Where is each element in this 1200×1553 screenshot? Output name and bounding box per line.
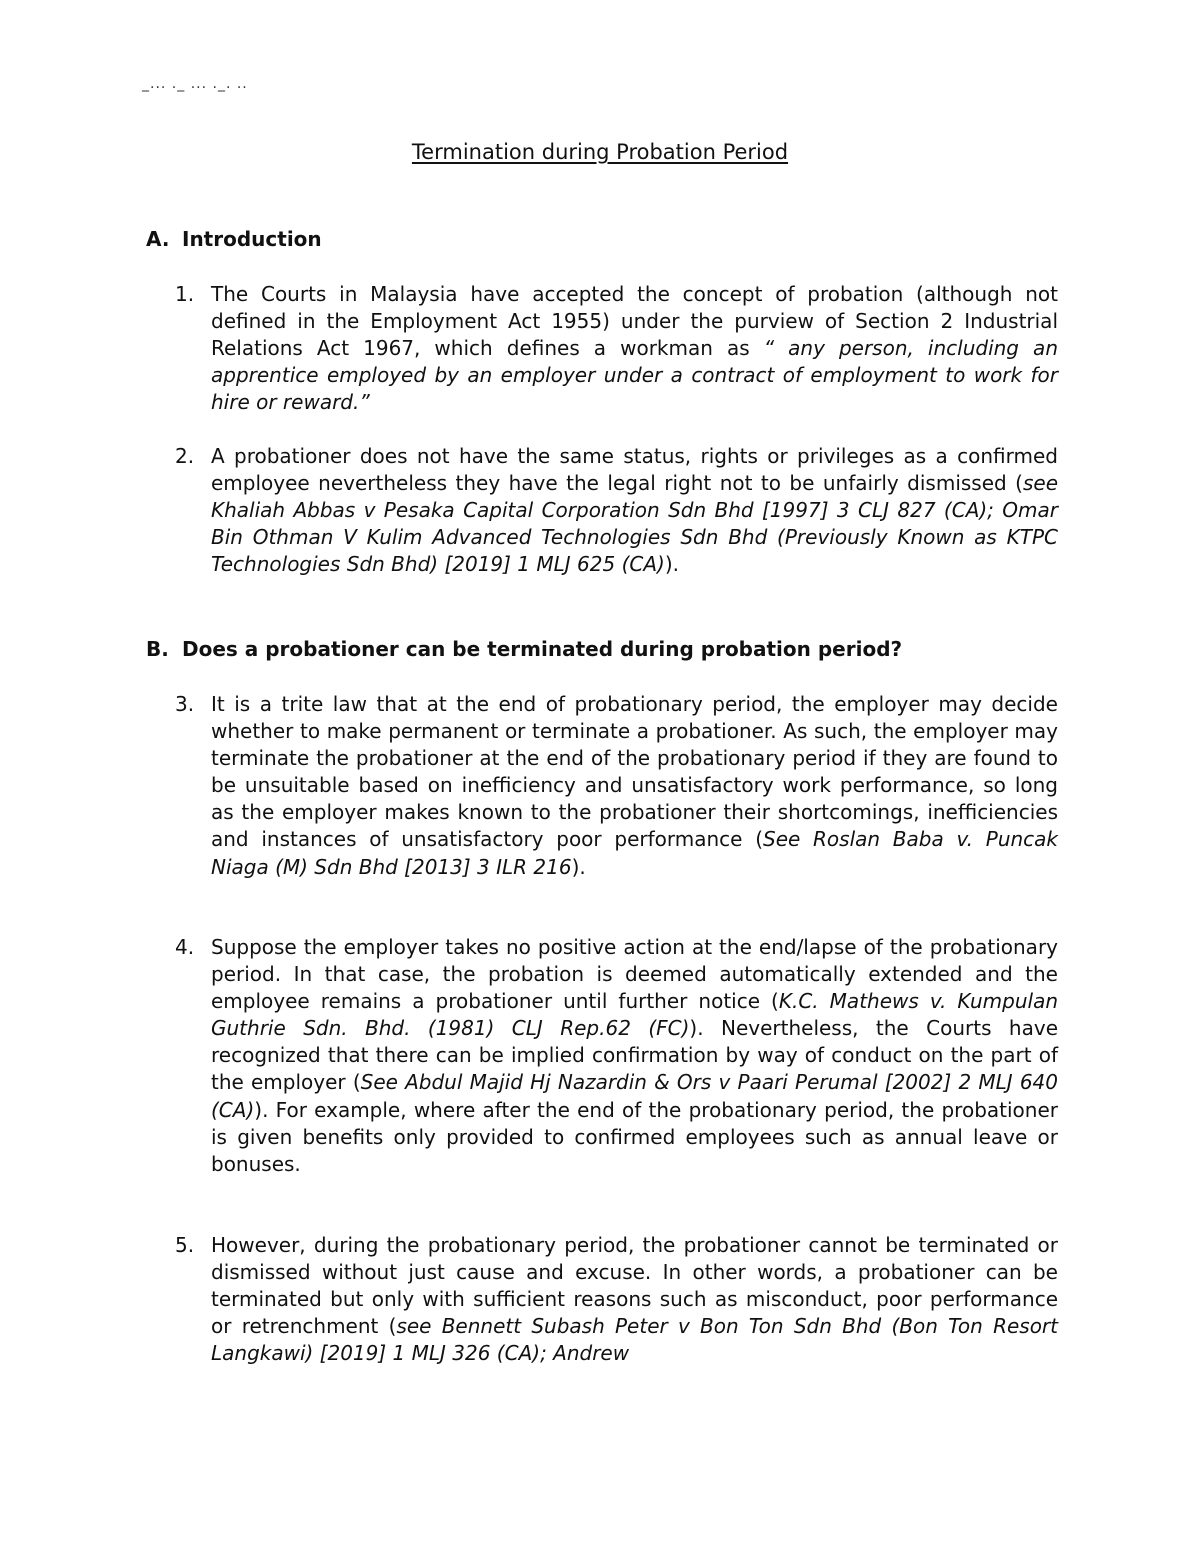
item-4-number: 4.	[175, 935, 195, 959]
item-3-body	[211, 691, 1058, 881]
document-title: Termination during Probation Period	[411, 140, 789, 164]
item-1-quote: “ any person, including an apprentice employed by an employer under a contract of employment to work for hire or reward.”	[211, 336, 1058, 415]
item-1-number: 1.	[175, 282, 195, 306]
list-item-2	[175, 443, 1058, 578]
item-4-text-mid: ). Nevertheless, the Courts have recognized that there can be implied confirmation by way of conduct on the part of the employer (	[211, 1016, 1058, 1095]
item-5-body	[211, 1232, 1058, 1367]
list-item-4	[175, 934, 1058, 1178]
item-3-citation: See Roslan Baba v. Puncak Niaga (M) Sdn Bhd [2013] 3 ILR 216	[211, 827, 1059, 879]
item-2-citation: see Khaliah Abbas v Pesaka Capital Corporation Sdn Bhd [1997] 3 CLJ 827 (CA); Omar Bin Othman V Kulim Advanced Technologies Sdn Bhd (Previously Known as KTPC Technologies Sdn Bhd) [2019] 1 MLJ 625 (CA)	[211, 471, 1058, 577]
item-5-citation: see Bennett Subash Peter v Bon Ton Sdn Bhd (Bon Ton Resort Langkawi) [2019] 1 MLJ 326 (CA); Andrew	[211, 1314, 1059, 1366]
item-4-citation-2: See Abdul Majid Hj Nazardin & Ors v Paari Perumal [2002] 2 MLJ 640 (CA)	[211, 1070, 1059, 1122]
header-mark: _... ._ ... ._. ..	[142, 76, 248, 92]
item-5-text: However, during the probationary period, the probationer cannot be terminated or dismissed without just cause and excuse. In other words, a probationer can be terminated but only with sufficient reasons such as misconduct, poor performance or retrenchment (	[211, 1233, 1058, 1339]
item-1-body	[211, 281, 1058, 416]
item-1-text: The Courts in Malaysia have accepted the concept of probation (although not defined in the Employment Act 1955) under the purview of Section 2 Industrial Relations Act 1967, which defines a workman as	[211, 282, 1058, 361]
item-3-text: It is a trite law that at the end of probationary period, the employer may decide whether to make permanent or terminate a probationer. As such, the employer may terminate the probationer at the end of the probationary period if they are found to be unsuitable based on inefficiency and unsatisfactory work performance, so long as the employer makes known to the probationer their shortcomings, inefficiencies and instances of unsatisfactory poor performance (	[211, 692, 1058, 852]
item-5-number: 5.	[175, 1233, 195, 1257]
item-2-number: 2.	[175, 444, 195, 468]
section-a-letter: A.	[146, 227, 170, 251]
section-b-heading	[146, 637, 902, 661]
item-3-number: 3.	[175, 692, 195, 716]
section-a-heading	[146, 227, 322, 251]
item-2-text-end: ).	[664, 552, 679, 577]
section-b-letter: B.	[146, 637, 169, 661]
item-4-citation-1: K.C. Mathews v. Kumpulan Guthrie Sdn. Bhd. (1981) CLJ Rep.62 (FC)	[211, 989, 1059, 1041]
section-b-title: Does a probationer can be terminated during probation period?	[182, 637, 903, 661]
list-item-5	[175, 1232, 1058, 1367]
item-3-text-end: ).	[571, 854, 586, 879]
list-item-3	[175, 691, 1058, 881]
item-4-text-end: ). For example, where after the end of the probationary period, the probationer is given benefits only provided to confirmed employees such as annual leave or bonuses.	[211, 1097, 1058, 1176]
section-a-title: Introduction	[182, 227, 322, 251]
item-4-text: Suppose the employer takes no positive action at the end/lapse of the probationary period. In that case, the probation is deemed automatically extended and the employee remains a probationer until further notice (	[211, 935, 1058, 1014]
item-2-body	[211, 443, 1058, 578]
item-4-body	[211, 934, 1058, 1178]
item-2-text: A probationer does not have the same status, rights or privileges as a confirmed employee nevertheless they have the legal right not to be unfairly dismissed (	[211, 444, 1058, 496]
list-item-1	[175, 281, 1058, 416]
